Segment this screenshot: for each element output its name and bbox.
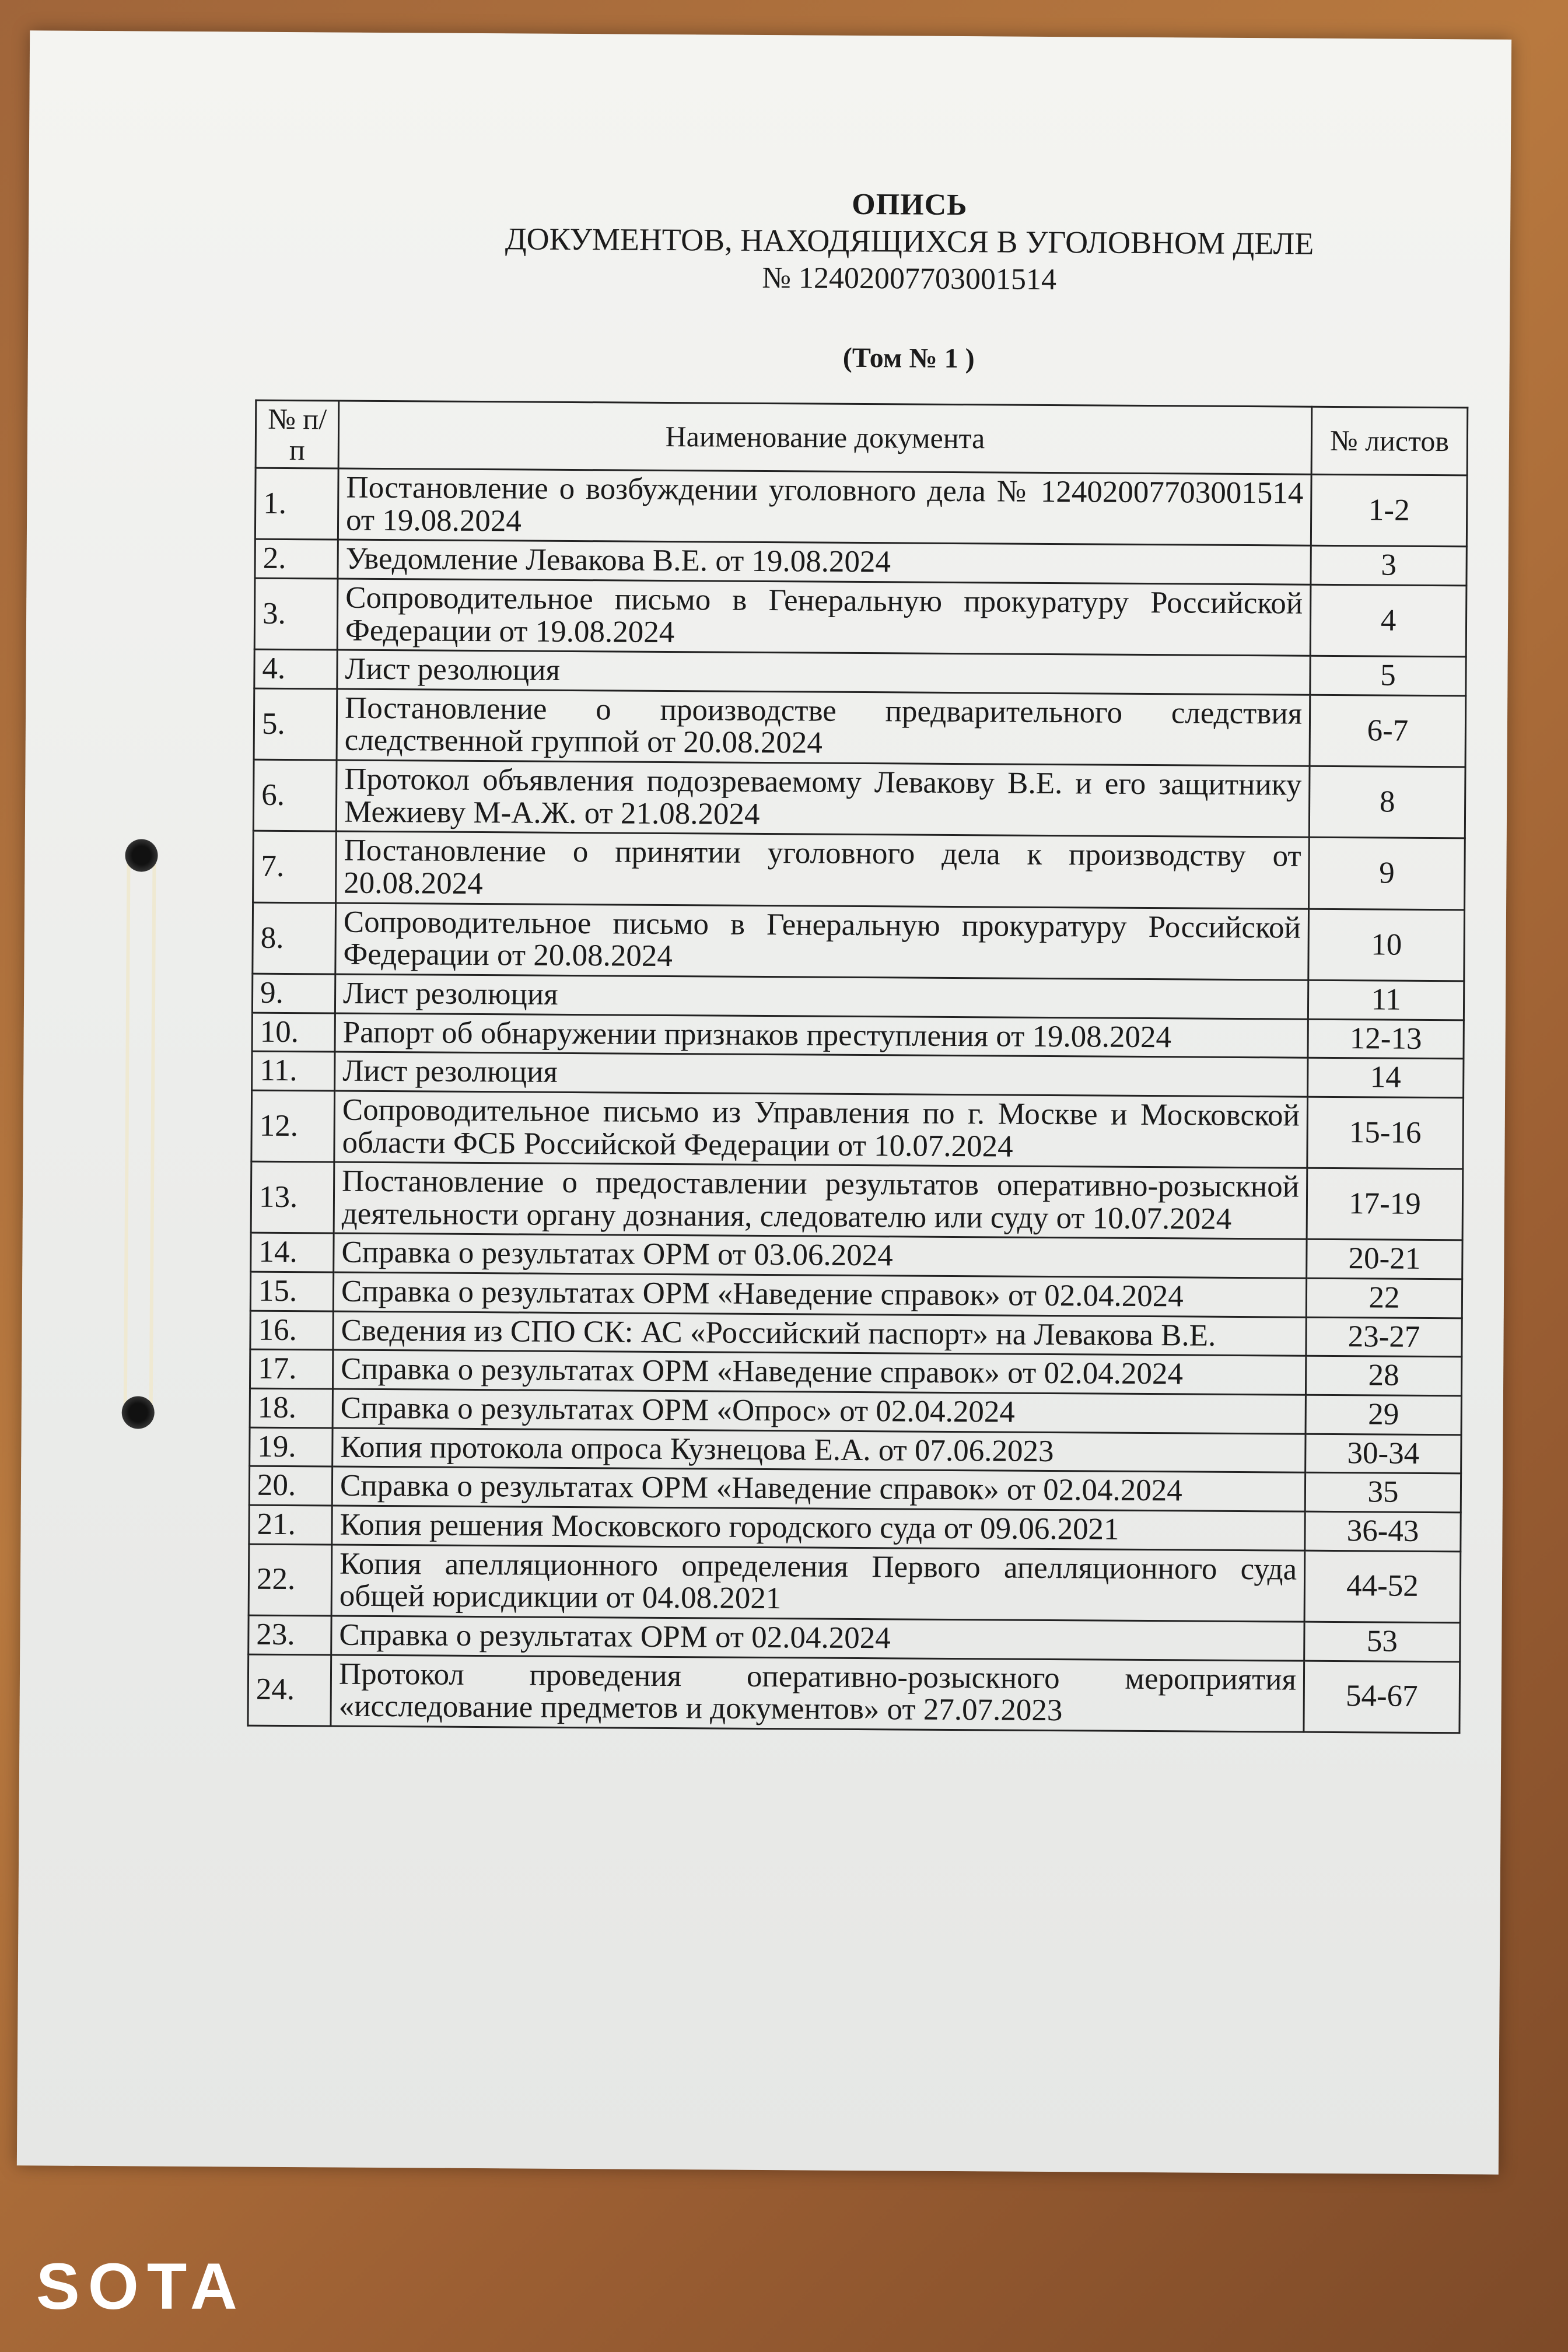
row-number: 5. (254, 688, 337, 760)
table-row (250, 1311, 1462, 1357)
row-sheets: 30-34 (1306, 1434, 1461, 1474)
table-row (248, 1654, 1460, 1733)
row-sheets: 54-67 (1304, 1661, 1460, 1733)
row-sheets: 35 (1305, 1472, 1461, 1512)
row-document-name: Справка о результатах ОРМ от 02.04.2024 (331, 1616, 1304, 1661)
row-document-name: Справка о результатах ОРМ от 03.06.2024 (334, 1233, 1307, 1278)
row-number: 18. (250, 1388, 332, 1428)
row-number: 23. (249, 1615, 331, 1655)
row-number: 20. (249, 1466, 332, 1506)
row-number: 13. (251, 1161, 334, 1233)
row-number: 12. (251, 1090, 335, 1162)
binding-thread (124, 853, 156, 1408)
table-row (253, 831, 1465, 910)
row-document-name: Постановление о производстве предварительного следствия следственной группой от 20.08.2024 (337, 689, 1310, 766)
row-document-name: Сопроводительное письмо в Генеральную прокуратуру Российской Федерации от 20.08.2024 (335, 903, 1309, 980)
sota-watermark: SOTA (36, 2250, 246, 2323)
row-document-name: Протокол проведения оперативно-розыскного мероприятия «исследование предметов и документов» от 27.07.2023 (331, 1654, 1304, 1731)
table-row (251, 1233, 1462, 1279)
table-header-row (256, 400, 1468, 475)
table-row (252, 1013, 1464, 1059)
row-document-name: Справка о результатах ОРМ «Опрос» от 02.04.2024 (332, 1389, 1306, 1434)
document-header (355, 184, 1464, 300)
row-number: 15. (250, 1272, 333, 1311)
row-number: 16. (250, 1311, 333, 1350)
row-number: 6. (253, 760, 337, 831)
table-row (255, 468, 1467, 547)
row-document-name: Справка о результатах ОРМ «Наведение справок» от 02.04.2024 (333, 1272, 1306, 1317)
row-number: 1. (255, 468, 338, 540)
row-document-name: Сведения из СПО СК: АС «Российский паспорт» на Левакова В.Е. (333, 1311, 1306, 1356)
row-sheets: 5 (1310, 656, 1466, 695)
inventory-table (247, 400, 1468, 1734)
row-sheets: 11 (1308, 980, 1464, 1020)
row-number: 19. (250, 1427, 332, 1467)
table-row (250, 1427, 1461, 1474)
row-document-name: Копия апелляционного определения Первого апелляционного суда общей юрисдикции от 04.08.2021 (331, 1545, 1305, 1622)
table-row (254, 578, 1466, 657)
row-document-name: Копия решения Московского городского суда от 09.06.2021 (332, 1506, 1305, 1550)
row-sheets: 3 (1311, 545, 1466, 585)
row-sheets: 9 (1309, 838, 1465, 910)
row-sheets: 6-7 (1310, 695, 1466, 767)
table-row (249, 1505, 1461, 1551)
row-sheets: 36-43 (1305, 1511, 1461, 1551)
row-document-name: Копия протокола опроса Кузнецова Е.А. от 07.06.2023 (332, 1428, 1306, 1473)
volume-label: (Том № 1 ) (842, 342, 975, 374)
row-sheets: 23-27 (1306, 1317, 1462, 1357)
row-number: 17. (250, 1350, 332, 1390)
table-row (254, 649, 1466, 695)
row-sheets: 12-13 (1308, 1019, 1464, 1059)
row-number: 24. (248, 1654, 331, 1726)
row-number: 4. (254, 649, 337, 689)
row-document-name: Лист резолюция (335, 1052, 1308, 1097)
row-document-name: Справка о результатах ОРМ «Наведение справок» от 02.04.2024 (332, 1466, 1305, 1511)
header-sheets: № листов (1311, 407, 1468, 475)
row-sheets: 44-52 (1304, 1550, 1461, 1623)
case-number: № 12402007703001514 (762, 261, 1057, 297)
document-sheet (17, 30, 1511, 2174)
binding-hole-bottom (122, 1396, 155, 1429)
row-sheets: 28 (1306, 1356, 1461, 1396)
header-document-name: Наименование документа (338, 401, 1312, 474)
row-number: 14. (251, 1233, 334, 1273)
row-document-name: Лист резолюция (335, 974, 1308, 1019)
header-number: № п/п (256, 400, 339, 468)
row-sheets: 8 (1309, 766, 1465, 838)
row-sheets: 10 (1308, 909, 1465, 981)
document-title: ОПИСЬ (852, 187, 968, 222)
table-row (253, 760, 1465, 838)
row-document-name: Постановление о принятии уголовного дела к производству от 20.08.2024 (336, 831, 1310, 908)
table-row (251, 1090, 1464, 1169)
table-row (252, 974, 1464, 1020)
table-row (254, 688, 1466, 767)
row-document-name: Рапорт об обнаружении признаков преступления от 19.08.2024 (335, 1013, 1308, 1058)
row-number: 8. (253, 902, 336, 974)
row-document-name: Справка о результатах ОРМ «Наведение справок» от 02.04.2024 (332, 1350, 1306, 1395)
table-row (249, 1466, 1461, 1512)
row-sheets: 22 (1306, 1278, 1462, 1318)
table-row (249, 1615, 1460, 1661)
binding-hole-top (125, 839, 158, 872)
table-row (249, 1544, 1461, 1623)
row-document-name: Протокол объявления подозреваемому Левакову В.Е. и его защитнику Межиеву М-А.Ж. от 21.08.2024 (336, 760, 1310, 837)
row-number: 9. (252, 974, 335, 1013)
row-document-name: Сопроводительное письмо из Управления по г. Москве и Московской области ФСБ Российской Федерации от 10.07.2024 (334, 1091, 1308, 1168)
row-sheets: 14 (1308, 1058, 1464, 1097)
row-number: 10. (252, 1013, 335, 1052)
document-subtitle: ДОКУМЕНТОВ, НАХОДЯЩИХСЯ В УГОЛОВНОМ ДЕЛЕ (505, 221, 1314, 261)
table-row (250, 1272, 1462, 1318)
row-sheets: 17-19 (1307, 1168, 1463, 1240)
row-document-name: Сопроводительное письмо в Генеральную прокуратуру Российской Федерации от 19.08.2024 (337, 579, 1311, 656)
table-row (253, 902, 1465, 981)
row-number: 7. (253, 831, 337, 903)
table-row (250, 1350, 1461, 1396)
table-row (252, 1051, 1464, 1097)
table-body (248, 468, 1467, 1732)
row-number: 3. (254, 578, 338, 650)
row-number: 2. (255, 539, 338, 579)
table-row (250, 1388, 1461, 1434)
row-number: 11. (252, 1051, 335, 1091)
row-sheets: 53 (1304, 1622, 1460, 1661)
row-document-name: Постановление о возбуждении уголовного дела № 12402007703001514 от 19.08.2024 (338, 468, 1311, 545)
row-number: 22. (249, 1544, 332, 1616)
row-document-name: Лист резолюция (337, 650, 1310, 695)
row-number: 21. (249, 1505, 332, 1545)
row-sheets: 4 (1310, 584, 1466, 657)
row-document-name: Уведомление Левакова В.Е. от 19.08.2024 (338, 540, 1311, 584)
table-row (251, 1161, 1463, 1240)
row-sheets: 15-16 (1307, 1097, 1464, 1169)
row-sheets: 1-2 (1311, 474, 1467, 547)
row-sheets: 29 (1306, 1395, 1461, 1434)
row-document-name: Постановление о предоставлении результатов оперативно-розыскной деятельности органу дознания, следователю или суду от 10.07.2024 (334, 1162, 1307, 1239)
row-sheets: 20-21 (1307, 1240, 1462, 1279)
table-row (255, 539, 1466, 585)
